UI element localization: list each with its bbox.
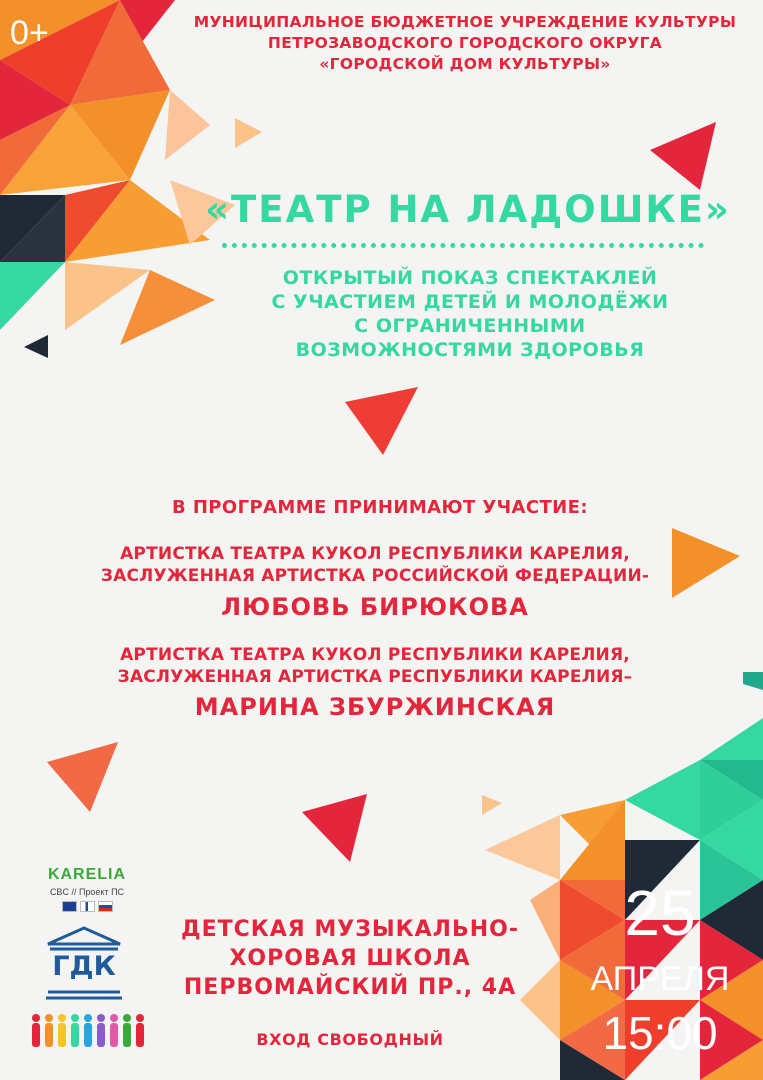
russia-flag-icon (98, 901, 113, 912)
dotted-divider (222, 243, 704, 248)
event-time: 15:00 (602, 1007, 718, 1059)
event-day: 25 (624, 877, 696, 949)
karelia-logo (37, 866, 137, 912)
finland-flag-icon (80, 901, 95, 912)
people-icon (30, 1012, 150, 1052)
venue-address: ДЕТСКАЯ МУЗЫКАЛЬНО- ХОРОВАЯ ШКОЛА ПЕРВОМАЙСКИЙ ПР., 4А (181, 917, 519, 1000)
program-heading: В ПРОГРАММЕ ПРИНИМАЮТ УЧАСТИЕ: (172, 497, 588, 518)
gdk-logo (44, 926, 124, 1002)
organization-name: МУНИЦИПАЛЬНОЕ БЮДЖЕТНОЕ УЧРЕЖДЕНИЕ КУЛЬТУРЫ ПЕТРОЗАВОДСКОГО ГОРОДСКОГО ОКРУГА «ГОРОДСКОЙ ДОМ КУЛЬТУРЫ» (193, 13, 737, 73)
entry-note: ВХОД СВОБОДНЫЙ (256, 1030, 444, 1049)
event-title: «ТЕАТР НА ЛАДОШКЕ» (205, 188, 731, 231)
participant-name: МАРИНА ЗБУРЖИНСКАЯ (194, 693, 556, 721)
karelia-logo-text: KARELIA (47, 866, 127, 883)
eu-flag-icon (62, 901, 77, 912)
karelia-logo-subtitle: CBC // Проект ПС (49, 887, 125, 897)
age-rating: 0+ (10, 14, 49, 52)
participant-name: ЛЮБОВЬ БИРЮКОВА (221, 593, 529, 621)
gdk-logo-text: ГДК (52, 951, 116, 982)
event-month: АПРЕЛЯ (590, 960, 730, 998)
participant-role: АРТИСТКА ТЕАТРА КУКОЛ РЕСПУБЛИКИ КАРЕЛИЯ, ЗАСЛУЖЕННАЯ АРТИСТКА РОССИЙСКОЙ ФЕДЕРАЦИИ- (100, 544, 650, 586)
flags (37, 901, 137, 912)
participant-role: АРТИСТКА ТЕАТРА КУКОЛ РЕСПУБЛИКИ КАРЕЛИЯ, ЗАСЛУЖЕННАЯ АРТИСТКА РЕСПУБЛИКИ КАРЕЛИЯ– (117, 645, 633, 687)
event-subtitle: ОТКРЫТЫЙ ПОКАЗ СПЕКТАКЛЕЙ С УЧАСТИЕМ ДЕТЕЙ И МОЛОДЁЖИ С ОГРАНИЧЕННЫМИ ВОЗМОЖНОСТЯМИ ЗДОРОВЬЯ (271, 267, 669, 361)
